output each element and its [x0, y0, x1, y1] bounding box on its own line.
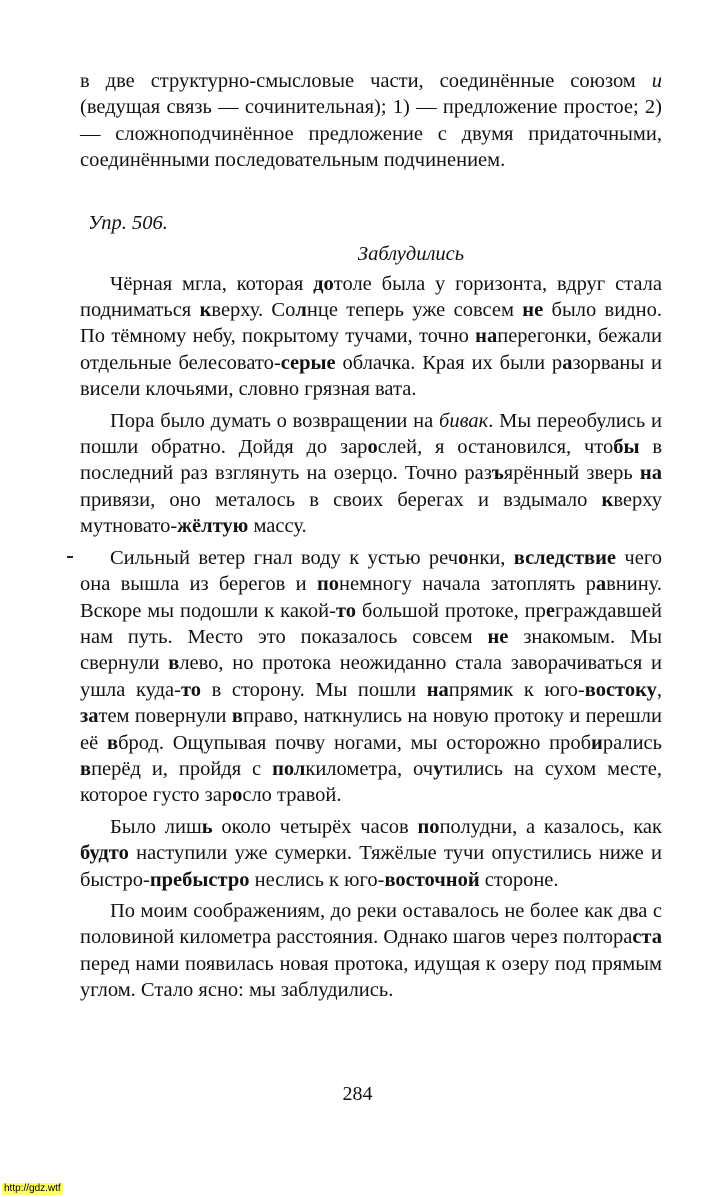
- text-run: тем повернули: [98, 705, 232, 728]
- text-run: прямик к юго-: [448, 678, 585, 701]
- bold-orthogram: а: [562, 351, 573, 374]
- text-run: в две структурно-смысловые части, соединённые союзом: [80, 70, 652, 92]
- bold-orthogram: л: [295, 299, 307, 322]
- bold-orthogram: на: [639, 462, 662, 485]
- text-run: в последний раз взглянуть на озерцо. Точно раз: [80, 436, 663, 485]
- bold-orthogram: серые: [280, 351, 336, 374]
- bold-orthogram: пребыстро: [149, 868, 250, 891]
- bold-orthogram: ь: [201, 815, 213, 838]
- text-run: чего она вышла из берегов и: [80, 546, 662, 596]
- bold-orthogram: не: [487, 625, 509, 648]
- paragraph-2: [80, 408, 662, 540]
- text-run: зорваны и висели клочьями, словно грязная вата.: [80, 351, 663, 401]
- text-run: нки,: [468, 546, 514, 569]
- text-run: полудни, а казалось, как: [439, 815, 662, 838]
- text-run: брод. Ощупывая почву ногами, мы осторожно проб: [118, 731, 591, 754]
- italic-word: бивак: [439, 409, 489, 432]
- bold-orthogram: в: [168, 652, 180, 675]
- text-run: немногу начала затоплять р: [339, 573, 596, 596]
- text-run: сло травой.: [242, 784, 342, 807]
- bold-orthogram: к: [601, 488, 614, 511]
- text-run: ярённый зверь: [503, 462, 640, 485]
- bold-orthogram: то: [180, 678, 202, 701]
- paragraph-3: [80, 545, 662, 809]
- text-run: рались: [602, 731, 662, 754]
- text-run: слей, я остановился, что: [377, 436, 614, 459]
- bold-orthogram: жёлтую: [177, 515, 249, 538]
- bold-orthogram: пол: [272, 757, 306, 780]
- text-run: верху мутновато-: [80, 488, 662, 538]
- text-run: большой протоке, пр: [355, 599, 546, 622]
- bold-orthogram: по: [417, 815, 440, 838]
- bold-orthogram: и: [591, 731, 603, 754]
- bold-orthogram: а: [595, 573, 607, 596]
- bold-orthogram: будто: [80, 842, 129, 865]
- bold-orthogram: о: [458, 546, 469, 569]
- bold-orthogram: о: [367, 436, 378, 459]
- text-run: нце теперь уже совсем: [306, 299, 523, 322]
- bold-orthogram: к: [199, 299, 212, 322]
- text-run: Чёрная мгла, которая: [110, 272, 314, 295]
- page-content: [80, 68, 662, 1004]
- bold-orthogram: по: [316, 573, 339, 596]
- bold-orthogram: ста: [632, 926, 662, 949]
- text-run: перёд и, пройдя с: [91, 757, 273, 780]
- intro-paragraph: [80, 68, 662, 174]
- text-run: ,: [656, 678, 662, 701]
- text-run: толе была у горизонта, вдруг стала подниматься: [80, 272, 662, 322]
- text-run: привязи, оно металось в своих берегах и вздымало: [80, 488, 602, 511]
- bold-orthogram: то: [335, 599, 356, 622]
- text-run: лево, но протока неожиданно стала заворачиваться и ушла куда-: [80, 652, 663, 701]
- text-run: в сторону. Мы пошли: [201, 678, 427, 701]
- bold-orthogram: в: [80, 757, 92, 780]
- bold-orthogram: е: [545, 599, 556, 622]
- italic-conjunction: и: [651, 70, 662, 92]
- text-run: облачка. Края их были р: [335, 351, 563, 374]
- text-run: Сильный ветер гнал воду к устью реч: [110, 546, 459, 569]
- bold-orthogram: восточной: [384, 868, 480, 891]
- text-run: По моим соображениям, до реки оставалось не более как два с половиной километра расстояния. Однако шагов через полтора: [80, 899, 662, 949]
- bold-orthogram: вследствие: [513, 546, 617, 569]
- bold-orthogram: востоку: [584, 678, 657, 701]
- text-run: верху. Со: [211, 299, 296, 322]
- bold-orthogram: в: [106, 731, 119, 754]
- bold-orthogram: до: [313, 272, 334, 295]
- text-run: Пора было думать о возвращении на: [110, 409, 440, 432]
- text-run: . Мы переобулись и пошли обратно. Дойдя до зар: [80, 409, 662, 459]
- text-run: знакомым. Мы свернули: [80, 625, 662, 675]
- paragraph-5: [80, 898, 662, 1004]
- text-run: около четырёх часов: [212, 815, 418, 838]
- paragraph-4: [80, 814, 662, 893]
- story-title: Заблудились: [357, 242, 465, 265]
- bold-orthogram: на: [475, 325, 498, 348]
- exercise-label: Упр. 506.: [88, 211, 168, 234]
- text-run: перед нами появилась новая протока, идущая к озеру под прямым углом. Стало ясно: мы заблудились.: [80, 952, 662, 1002]
- text-run: перегонки, бежали отдельные белесовато-: [80, 325, 662, 374]
- watermark-link[interactable]: http://gdz.wtf: [4, 1183, 61, 1194]
- bold-orthogram: на: [426, 678, 449, 701]
- text-run: Было лиш: [110, 815, 202, 838]
- page-number: 284: [342, 1083, 373, 1105]
- bold-orthogram: в: [231, 705, 243, 728]
- text-run: тились на сухом месте, которое густо зар: [80, 757, 662, 807]
- text-run: неслись к юго-: [249, 868, 385, 891]
- text-run: (ведущая связь — сочинительная); 1) — предложение простое; 2) — сложноподчинённое предложение с двумя придаточными, соединёнными последовательным подчинением.: [80, 96, 662, 172]
- text-run: было видно. По тёмному небу, покрытому тучами, точно: [80, 299, 662, 348]
- text-run: граждавшей нам путь. Место это показалось совсем: [80, 599, 662, 648]
- text-run: право, наткнулись на новую протоку и перешли её: [80, 705, 662, 754]
- text-run: внину. Вскоре мы подошли к какой-: [80, 573, 662, 622]
- text-run: километра, оч: [305, 757, 434, 780]
- margin-mark: [67, 556, 73, 558]
- bold-orthogram: ъ: [491, 462, 504, 485]
- paragraph-1: [80, 271, 662, 403]
- text-run: массу.: [248, 515, 307, 538]
- bold-orthogram: у: [433, 757, 444, 780]
- text-run: стороне.: [479, 868, 559, 891]
- text-run: наступили уже сумерки. Тяжёлые тучи опустились ниже и быстро-: [80, 842, 662, 891]
- bold-orthogram: бы: [613, 436, 640, 459]
- bold-orthogram: о: [232, 784, 243, 807]
- bold-orthogram: за: [80, 705, 99, 728]
- bold-orthogram: не: [522, 299, 544, 322]
